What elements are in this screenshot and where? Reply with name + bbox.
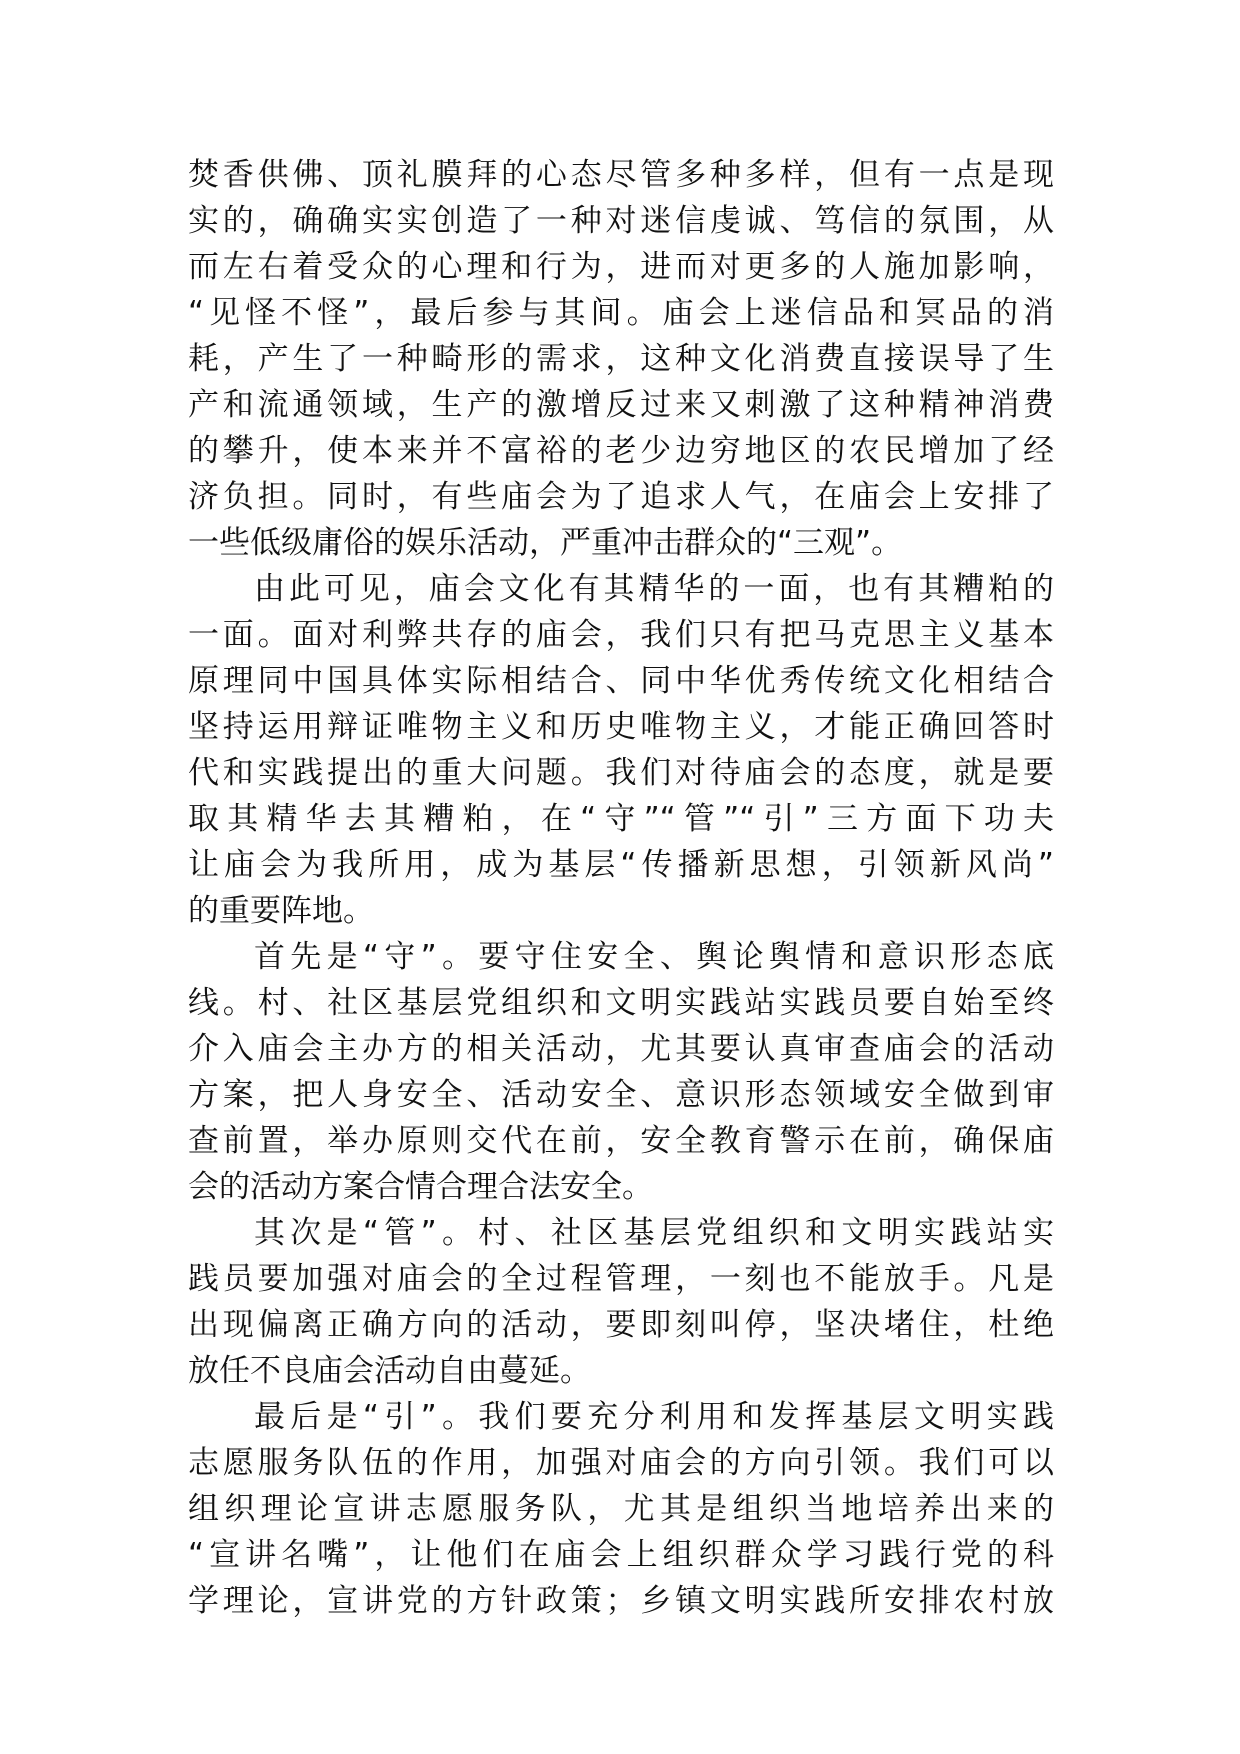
text-line: 组织理论宣讲志愿服务队，尤其是组织当地培养出来的 — [188, 1491, 1054, 1527]
text-line: 由此可见，庙会文化有其精华的一面，也有其糟粕的 — [254, 571, 1054, 607]
text-line: 首先是“守”。要守住安全、舆论舆情和意识形态底 — [254, 939, 1054, 975]
text-line: 学理论，宣讲党的方针政策；乡镇文明实践所安排农村放 — [188, 1583, 1054, 1619]
paragraph-4 — [188, 1210, 1054, 1394]
text-line: 一些低级庸俗的娱乐活动，严重冲击群众的“三观”。 — [188, 525, 903, 561]
text-line: 原理同中国具体实际相结合、同中华优秀传统文化相结合 — [188, 663, 1054, 699]
text-line: “宣讲名嘴”，让他们在庙会上组织群众学习践行党的科 — [188, 1537, 1054, 1573]
text-line: 焚香供佛、顶礼膜拜的心态尽管多种多样，但有一点是现 — [188, 157, 1054, 193]
text-line: 其次是“管”。村、社区基层党组织和文明实践站实 — [254, 1215, 1054, 1251]
text-line: 最后是“引”。我们要充分利用和发挥基层文明实践 — [254, 1399, 1054, 1435]
text-line: 取其精华去其糟粕，在“守”“管”“引”三方面下功夫 — [188, 801, 1054, 837]
text-line: “见怪不怪”，最后参与其间。庙会上迷信品和冥品的消 — [188, 295, 1054, 331]
text-line: 践员要加强对庙会的全过程管理，一刻也不能放手。凡是 — [188, 1261, 1054, 1297]
text-line: 代和实践提出的重大问题。我们对待庙会的态度，就是要 — [188, 755, 1054, 791]
text-line: 放任不良庙会活动自由蔓延。 — [188, 1353, 591, 1389]
paragraph-1 — [188, 152, 1054, 566]
document-body — [188, 152, 1054, 1624]
text-line: 线。村、社区基层党组织和文明实践站实践员要自始至终 — [188, 985, 1054, 1021]
text-line: 产和流通领域，生产的激增反过来又刺激了这种精神消费 — [188, 387, 1054, 423]
text-line: 一面。面对利弊共存的庙会，我们只有把马克思主义基本 — [188, 617, 1054, 653]
text-line: 方案，把人身安全、活动安全、意识形态领域安全做到审 — [188, 1077, 1054, 1113]
text-line: 的重要阵地。 — [188, 893, 374, 929]
text-line: 介入庙会主办方的相关活动，尤其要认真审查庙会的活动 — [188, 1031, 1054, 1067]
text-line: 会的活动方案合情合理合法安全。 — [188, 1169, 653, 1205]
text-line: 查前置，举办原则交代在前，安全教育警示在前，确保庙 — [188, 1123, 1054, 1159]
text-line: 志愿服务队伍的作用，加强对庙会的方向引领。我们可以 — [188, 1445, 1054, 1481]
text-line: 让庙会为我所用，成为基层“传播新思想，引领新风尚” — [188, 847, 1054, 883]
text-line: 耗，产生了一种畸形的需求，这种文化消费直接误导了生 — [188, 341, 1054, 377]
paragraph-3 — [188, 934, 1054, 1210]
text-line: 的攀升，使本来并不富裕的老少边穷地区的农民增加了经 — [188, 433, 1054, 469]
text-line: 坚持运用辩证唯物主义和历史唯物主义，才能正确回答时 — [188, 709, 1054, 745]
text-line: 实的，确确实实创造了一种对迷信虔诚、笃信的氛围，从 — [188, 203, 1054, 239]
paragraph-5 — [188, 1394, 1054, 1624]
text-line: 而左右着受众的心理和行为，进而对更多的人施加影响， — [188, 249, 1054, 285]
text-line: 济负担。同时，有些庙会为了追求人气，在庙会上安排了 — [188, 479, 1054, 515]
paragraph-2 — [188, 566, 1054, 934]
text-line: 出现偏离正确方向的活动，要即刻叫停，坚决堵住，杜绝 — [188, 1307, 1054, 1343]
